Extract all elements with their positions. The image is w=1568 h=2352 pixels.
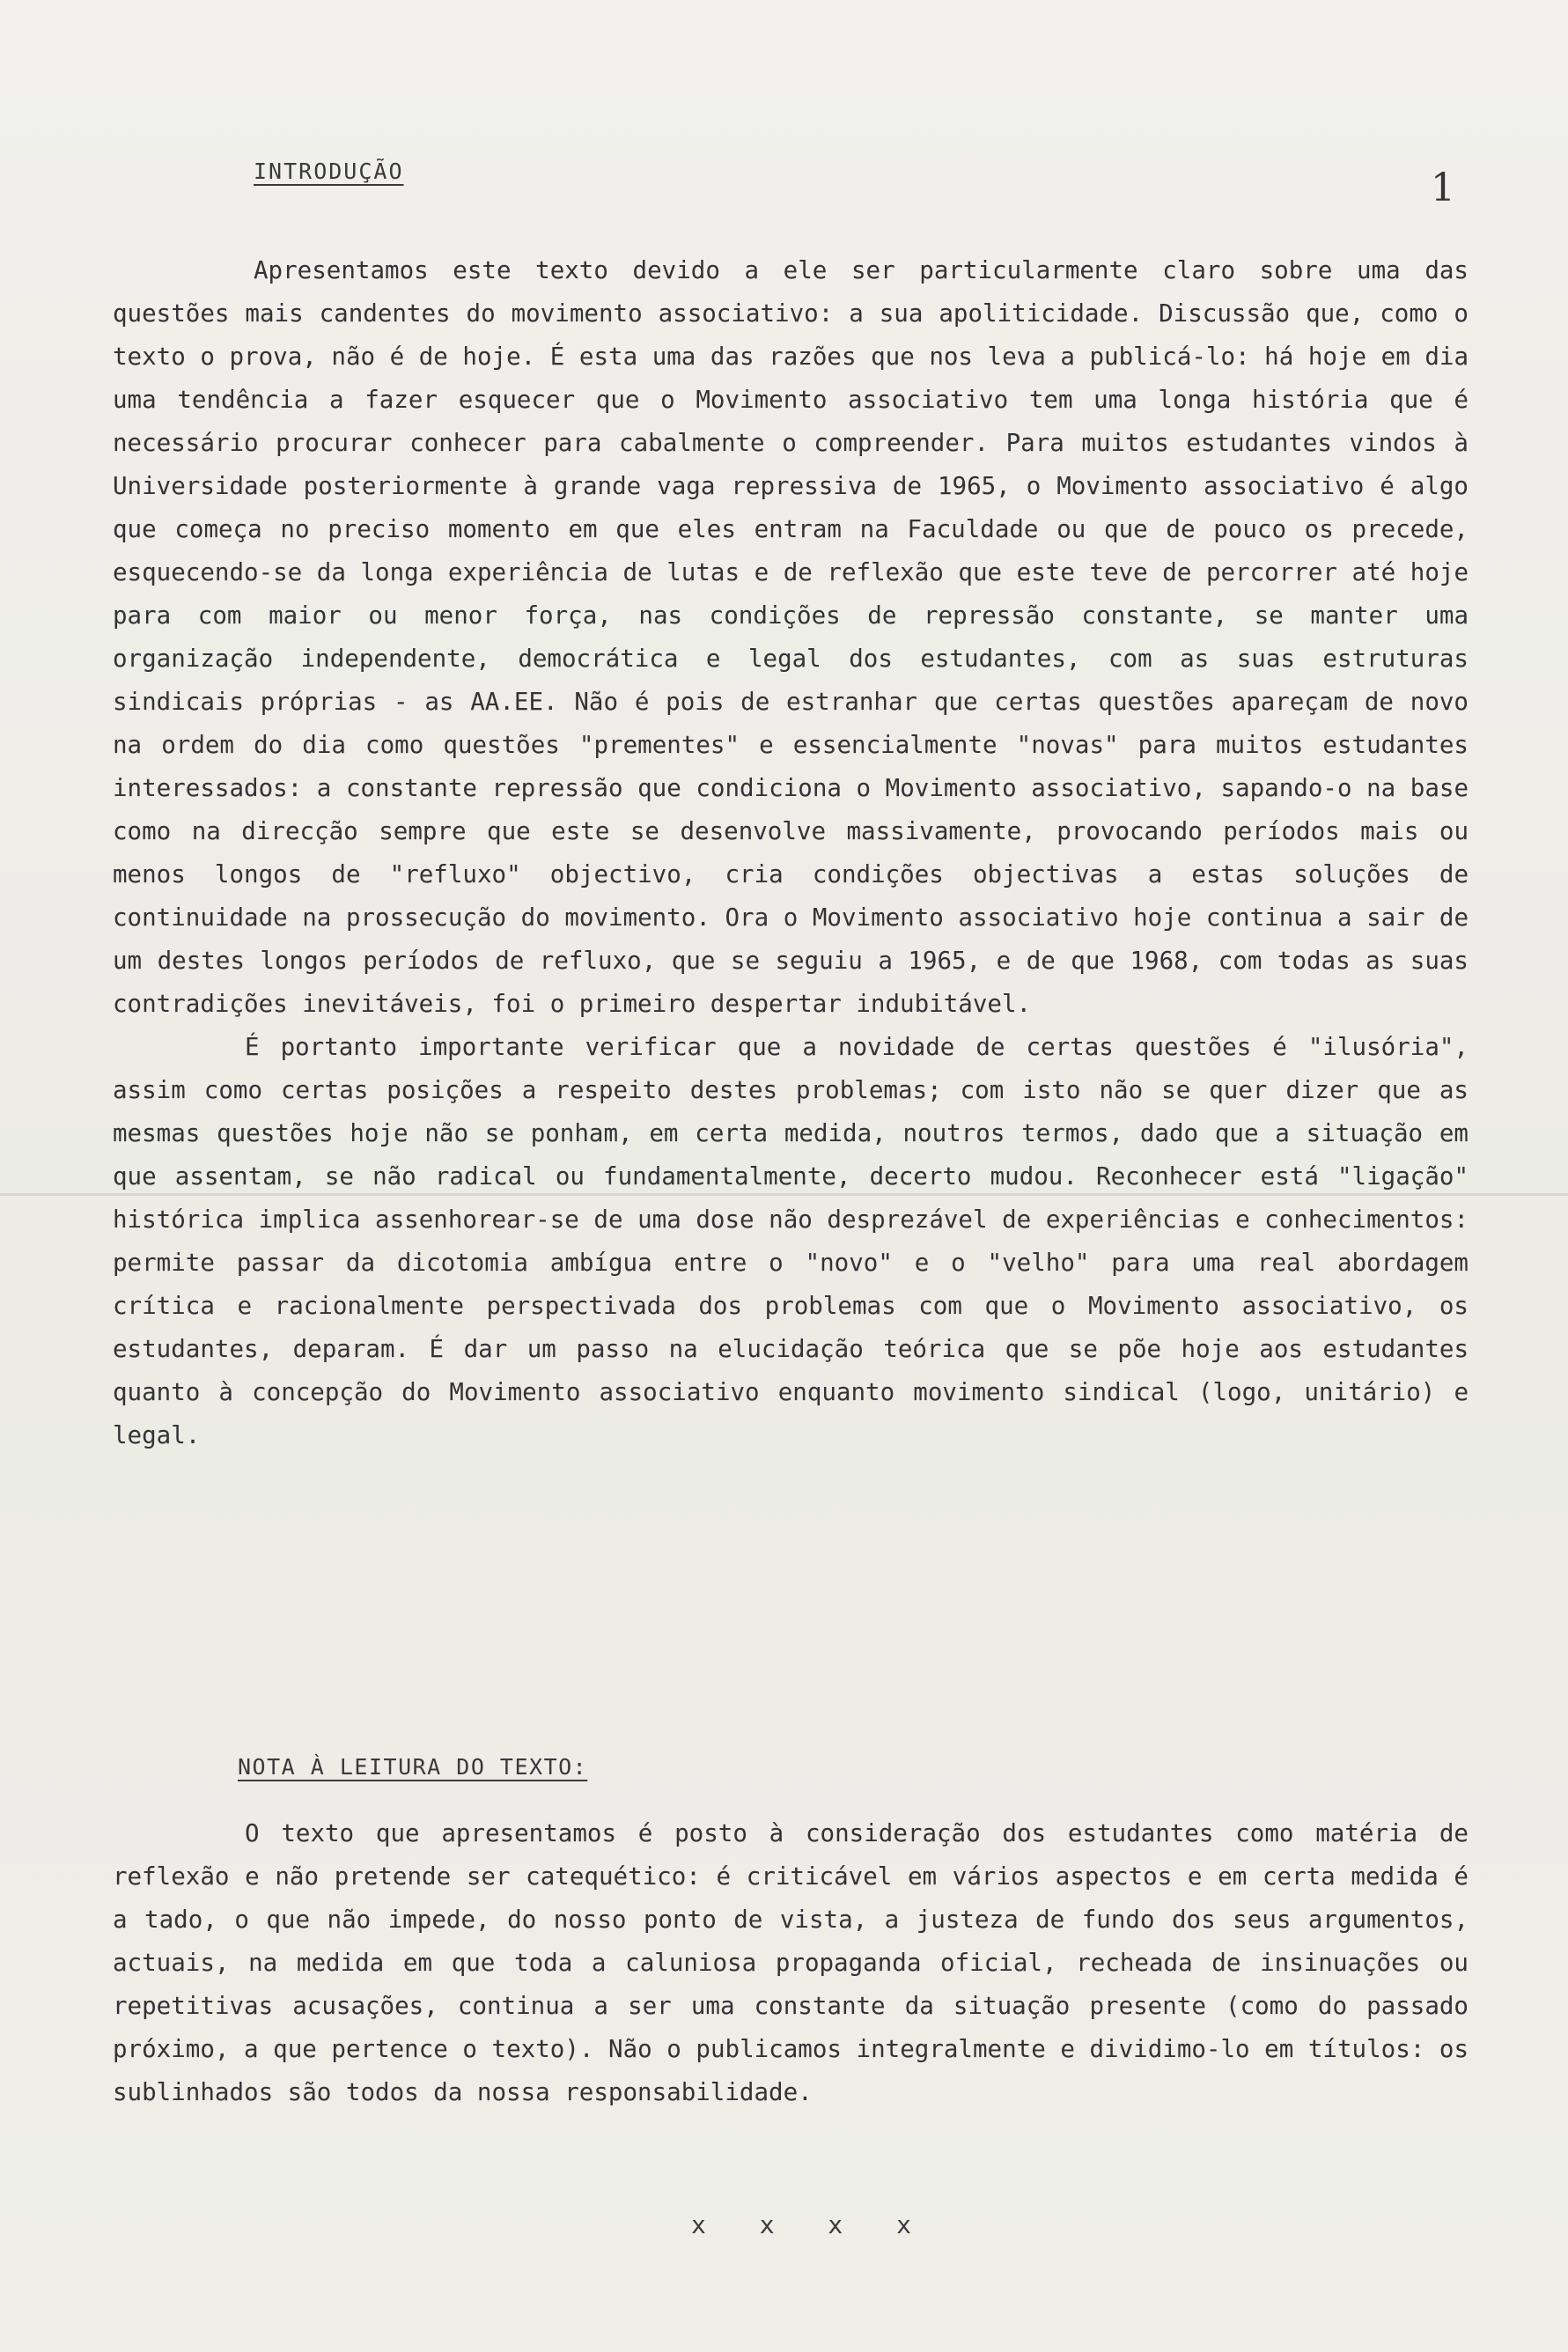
note-body xyxy=(113,1812,1469,2114)
intro-paragraph-2: É portanto importante verificar que a novidade de certas questões é "ilusória", assim como certas posições a respeito destes problemas; com isto não se quer dizer que as mesmas questões hoje não se ponham, em certa medida, noutros termos, dado que a situação em que assentam, se não radical ou fundamentalmente, decerto mudou. Reconhecer está "ligação" histórica implica assenhorear-se de uma dose não desprezável de experiências e conhecimentos: permite passar da dicotomia ambígua entre o "novo" e o "velho" para uma real abordagem crítica e racionalmente perspectivada dos problemas com que o Movimento associativo, os estudantes, deparam. É dar um passo na elucidação teórica que se põe hoje aos estudantes quanto à concepção do Movimento associativo enquanto movimento sindical (logo, unitário) e legal. xyxy=(113,1033,1469,1449)
intro-paragraph-1: Apresentamos este texto devido a ele ser particularmente claro sobre uma das questões mais candentes do movimento associativo: a sua apoliticidade. Discussão que, como o texto o prova, não é de hoje. É esta uma das razões que nos leva a publicá-lo: há hoje em dia uma tendência a fazer esquecer que o Movimento associativo tem uma longa história que é necessário procurar conhecer para cabalmente o compreender. Para muitos estudantes vindos à Universidade posteriormente à grande vaga repressiva de 1965, o Movimento associativo é algo que começa no preciso momento em que eles entram na Faculdade ou que de pouco os precede, esquecendo-se da longa experiência de lutas e de reflexão que este teve de percorrer até hoje para com maior ou menor força, nas condições de repressão constante, se manter uma organização independente, democrática e legal dos estudantes, com as suas estruturas sindicais próprias - as AA.EE. Não é pois de estranhar que certas questões apareçam de novo na ordem do dia como questões "prementes" e essencialmente "novas" para muitos estudantes interessados: a constante repressão que condiciona o Movimento associativo, sapando-o na base como na direcção sempre que este se desenvolve massivamente, provocando períodos mais ou menos longos de "refluxo" objectivo, cria condições objectivas a estas soluções de continuidade na prossecução do movimento. Ora o Movimento associativo hoje continua a sair de um destes longos períodos de refluxo, que se seguiu a 1965, e de que 1968, com todas as suas contradições inevitáveis, foi o primeiro despertar indubitável. xyxy=(113,256,1469,1018)
end-mark: x x x x xyxy=(691,2210,931,2239)
section-heading: INTRODUÇÃO xyxy=(254,159,404,184)
note-heading: NOTA À LEITURA DO TEXTO: xyxy=(238,1754,588,1780)
introduction-body xyxy=(113,249,1469,1457)
page-number: 1 xyxy=(1431,166,1455,210)
note-paragraph: O texto que apresentamos é posto à consideração dos estudantes como matéria de reflexão e não pretende ser catequético: é criticável em vários aspectos e em certa medida é a tado, o que não impede, do nosso ponto de vista, a justeza de fundo dos seus argumentos, actuais, na medida em que toda a caluniosa propaganda oficial, recheada de insinuações ou repetitivas acusações, continua a ser uma constante da situação presente (como do passado próximo, a que pertence o texto). Não o publicamos integralmente e dividimo-lo em títulos: os sublinhados são todos da nossa responsabilidade. xyxy=(113,1819,1469,2106)
